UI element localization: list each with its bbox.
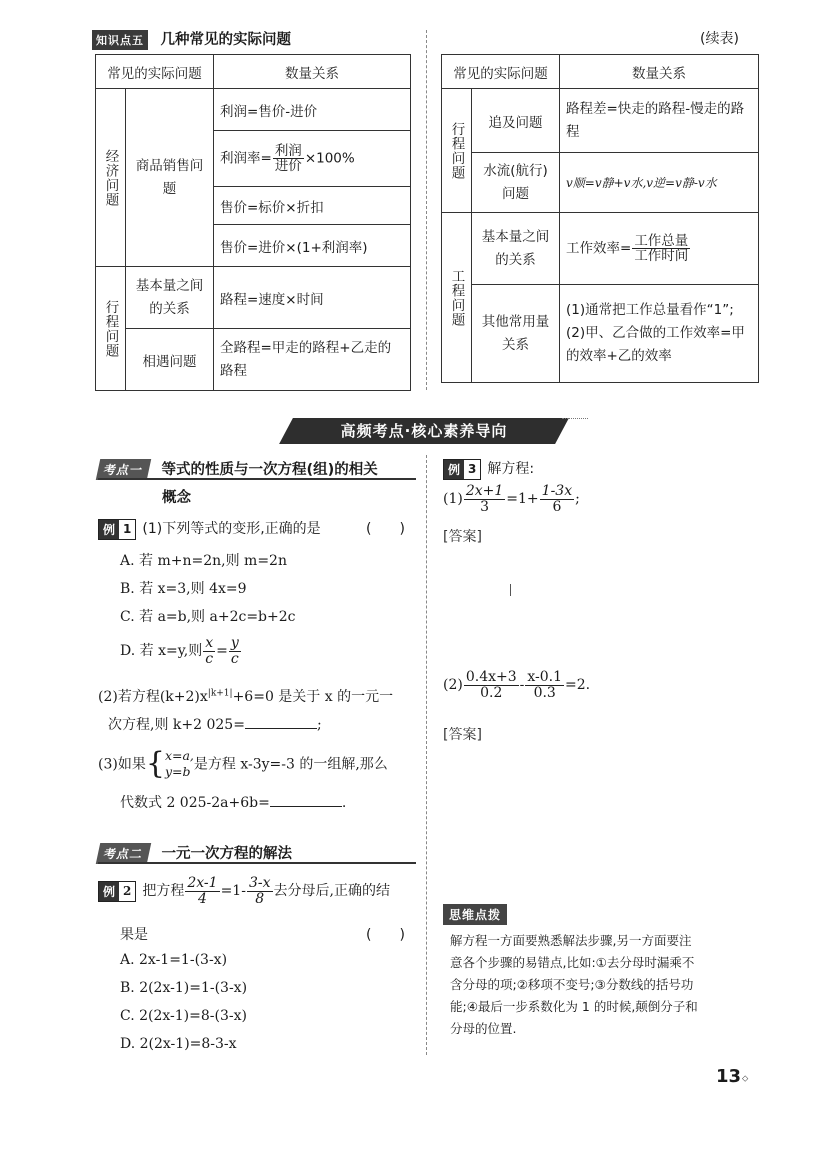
system-brace: { bbox=[145, 746, 165, 782]
example-2-option-a[interactable]: A. 2x-1=1-(3-x) bbox=[120, 952, 228, 968]
banner-dots bbox=[562, 418, 588, 420]
example-1-option-a[interactable]: A. 若 m+n=2n,则 m=2n bbox=[120, 553, 287, 569]
chase-problem-relation: 路程差=快走的路程-慢走的路程 bbox=[560, 89, 759, 153]
example-2-question: 例 2 把方程 $\frac{2x-1}{4}$ =1- $\frac{3-x}{8}$ 去分母后,正确的结 bbox=[98, 876, 390, 906]
travel-basic-relation: 路程=速度×时间 bbox=[214, 267, 411, 329]
example-1-option-d[interactable]: D. 若 x=y,则 $\frac{x}{c}$ = $\frac{y}{c}$ bbox=[120, 635, 239, 667]
example-3-part-1: (1) $\frac{2x+1}{3}$ =1+ $\frac{1-3x}{6}$ ; bbox=[443, 483, 580, 515]
example-2-option-c[interactable]: C. 2(2x-1)=8-(3-x) bbox=[120, 1008, 247, 1024]
kaodian-2-tag: 考点二 bbox=[96, 843, 151, 864]
econ-sub-label: 商品销售问题 bbox=[126, 89, 214, 267]
water-problem-relation: v顺=v静+v水,v逆=v静-v水 bbox=[560, 153, 759, 213]
sell-price-relation-1: 售价=标价×折扣 bbox=[214, 187, 411, 225]
text-cursor bbox=[510, 584, 511, 596]
engineering-other-relation: (1)通常把工作总量看作“1”; (2)甲、乙合做的工作效率=甲的效率+乙的效率 bbox=[560, 285, 759, 383]
profit-rate-relation: 利润率= $\frac{\text{利润}}{\text{进价}}$ ×100% bbox=[214, 131, 411, 187]
question-3-blank[interactable] bbox=[270, 793, 342, 807]
sell-price-relation-2: 售价=进价×(1+利润率) bbox=[214, 225, 411, 267]
part-2-fraction-1: $\frac{0.4x+3}{0.2}$ bbox=[465, 669, 517, 701]
example-3-part-2: (2) $\frac{0.4x+3}{0.2}$ - $\frac{x-0.1}{0.3}$ =2. bbox=[443, 669, 591, 701]
example-2-answer-paren: ( ) bbox=[366, 927, 405, 943]
example-1-option-c[interactable]: C. 若 a=b,则 a+2c=b+2c bbox=[120, 609, 296, 625]
travel-basic-label: 基本量之间的关系 bbox=[126, 267, 214, 329]
left-table-header-problem: 常见的实际问题 bbox=[96, 55, 214, 89]
example-2-option-d[interactable]: D. 2(2x-1)=8-3-x bbox=[120, 1036, 237, 1052]
equation-system: { x=a, y=b bbox=[145, 746, 194, 782]
section-tag: 知识点五 bbox=[92, 30, 148, 50]
kaodian-2-title: 一元一次方程的解法 bbox=[161, 846, 292, 862]
water-problem-label: 水流(航行)问题 bbox=[472, 153, 560, 213]
work-efficiency-fraction: $\frac{\text{工作总量}}{\text{工作时间}}$ bbox=[634, 232, 689, 264]
left-knowledge-table bbox=[95, 54, 411, 391]
meet-problem-relation: 全路程=甲走的路程+乙走的路程 bbox=[214, 329, 411, 391]
kaodian-2-heading bbox=[98, 842, 292, 864]
tip-content: 解方程一方面要熟悉解法步骤,另一方面要注 意各个步骤的易错点,比如:①去分母时漏乘不 含分母的项;②移项不变号;③分数线的括号功 能;④最后一步系数化为 1 的时候,颠倒分子和 分母的位置. bbox=[450, 933, 698, 1036]
right-table-header-relation: 数量关系 bbox=[560, 55, 759, 89]
meet-problem-label: 相遇问题 bbox=[126, 329, 214, 391]
part-2-fraction-2: $\frac{x-0.1}{0.3}$ bbox=[527, 669, 563, 701]
example-3-badge: 例 3 bbox=[443, 459, 481, 480]
right-knowledge-table bbox=[441, 54, 759, 383]
kaodian-1-underline bbox=[98, 478, 416, 480]
engineering-other-label: 其他常用量关系 bbox=[472, 285, 560, 383]
example-2-badge: 例 2 bbox=[98, 881, 136, 902]
section-title: 几种常见的实际问题 bbox=[160, 32, 291, 48]
question-2-blank[interactable] bbox=[245, 715, 317, 729]
example-1-question-3-line1: (3)如果 { x=a, y=b 是方程 x-3y=-3 的一组解,那么 bbox=[98, 746, 388, 782]
engineering-basic-label: 基本量之间的关系 bbox=[472, 213, 560, 285]
econ-group-label: 经济问题 bbox=[102, 148, 119, 207]
example-1-question-2-line2: 次方程,则 k+2 025= ; bbox=[108, 717, 322, 733]
kaodian-2-underline bbox=[98, 862, 416, 864]
example-2-option-b[interactable]: B. 2(2x-1)=1-(3-x) bbox=[120, 980, 248, 996]
kaodian-1-title-line2: 概念 bbox=[162, 490, 191, 506]
example-2-question-end: 果是 bbox=[120, 927, 148, 943]
part-1-fraction-1: $\frac{2x+1}{3}$ bbox=[465, 483, 504, 515]
section-header bbox=[92, 28, 291, 50]
banner-title: 高频考点·核心素养导向 bbox=[340, 422, 508, 440]
profit-relation: 利润=售价-进价 bbox=[214, 89, 411, 131]
example-1-question-3-line2: 代数式 2 025-2a+6b= . bbox=[120, 795, 347, 811]
page-corner-icon: ⬦ bbox=[742, 1074, 749, 1084]
page-number: 13 bbox=[716, 1066, 742, 1087]
answer-label-2: [答案] bbox=[443, 727, 482, 743]
kaodian-1-heading bbox=[98, 458, 378, 480]
example-3-title: 例 3 解方程: bbox=[443, 458, 534, 480]
kaodian-1-title-line1: 等式的性质与一次方程(组)的相关 bbox=[161, 462, 378, 478]
option-d-fraction-left: $\frac{x}{c}$ bbox=[205, 635, 214, 667]
right-table-header-problem: 常见的实际问题 bbox=[442, 55, 560, 89]
example-1-badge: 例 1 bbox=[98, 519, 136, 540]
profit-rate-fraction: $\frac{\text{利润}}{\text{进价}}$ bbox=[274, 142, 302, 174]
answer-label-1: [答案] bbox=[443, 529, 482, 545]
example-1-answer-paren: ( ) bbox=[366, 521, 405, 537]
engineering-basic-relation: 工作效率= $\frac{\text{工作总量}}{\text{工作时间}}$ bbox=[560, 213, 759, 285]
example-2-fraction-1: $\frac{2x-1}{4}$ bbox=[187, 875, 218, 907]
answer-area-2[interactable] bbox=[443, 746, 759, 886]
kaodian-1-tag: 考点一 bbox=[96, 459, 151, 480]
part-1-fraction-2: $\frac{1-3x}{6}$ bbox=[541, 483, 573, 515]
answer-area-1[interactable] bbox=[443, 548, 759, 668]
engineering-group-label: 工程问题 bbox=[448, 268, 465, 327]
continued-label: (续表) bbox=[700, 31, 739, 47]
example-2-fraction-2: $\frac{3-x}{8}$ bbox=[248, 875, 271, 907]
travel-group-label-right: 行程问题 bbox=[448, 121, 465, 180]
left-table-header-relation: 数量关系 bbox=[214, 55, 411, 89]
column-divider-bottom bbox=[426, 455, 427, 1055]
example-1-option-b[interactable]: B. 若 x=3,则 4x=9 bbox=[120, 581, 247, 597]
tip-tag: 思维点拨 bbox=[443, 904, 507, 925]
option-d-fraction-right: $\frac{y}{c}$ bbox=[230, 635, 239, 667]
example-1-question-1: 例 1 (1)下列等式的变形,正确的是 bbox=[98, 518, 321, 540]
chase-problem-label: 追及问题 bbox=[472, 89, 560, 153]
example-1-question-2-line1: (2)若方程$(k+2)x^{|k+1|}+6=0$ 是关于 x 的一元一 bbox=[98, 688, 394, 705]
column-divider-top bbox=[426, 30, 427, 390]
travel-group-label: 行程问题 bbox=[102, 299, 119, 358]
